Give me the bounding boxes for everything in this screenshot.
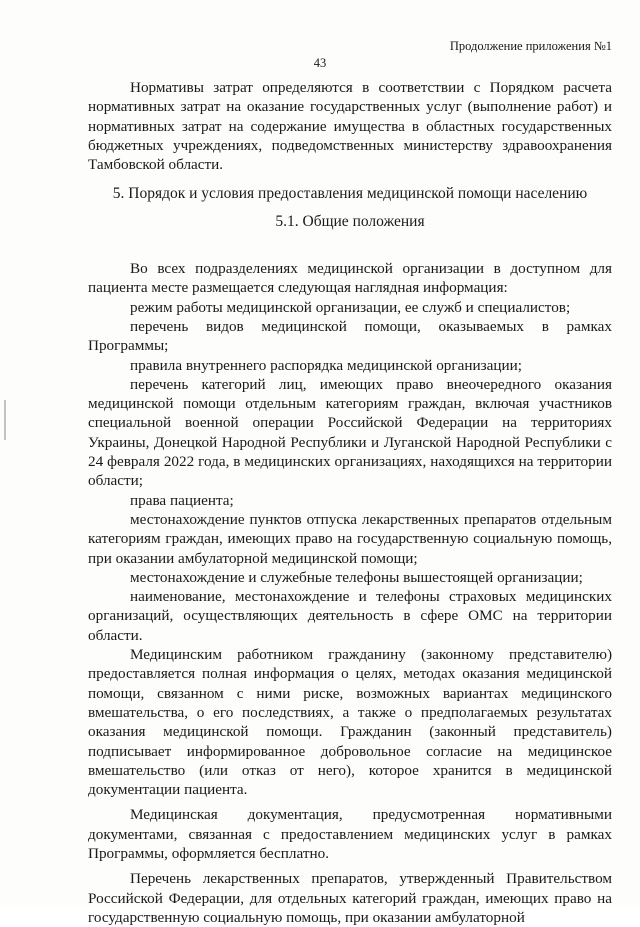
list-item: права пациента;	[130, 491, 234, 509]
list-item: перечень категорий лиц, имеющих право внеочередного оказания медицинской помощи отдельным категориям граждан, включая участников специальной военной операции Российской Федерации на территориях Украины, Донецкой Народной Республики и Луганской Народной Республики с 24 февраля 2022 года, в медицинских организациях, находящихся на территории области;	[88, 375, 612, 490]
section-title: 5. Порядок и условия предоставления медицинской помощи населению	[112, 185, 588, 203]
paragraph-documentation: Медицинская документация, предусмотренная нормативными документами, связанная с предоставлением медицинских услуг в рамках Программы, оформляется бесплатно.	[88, 806, 612, 862]
list-item: перечень видов медицинской помощи, оказываемых в рамках Программы;	[88, 317, 612, 355]
list-item: режим работы медицинской организации, ее служб и специалистов;	[130, 298, 571, 316]
document-body	[88, 78, 612, 927]
list-item: местонахождение и служебные телефоны вышестоящей организации;	[130, 568, 583, 586]
list-item: правила внутреннего распорядка медицинской организации;	[130, 356, 522, 374]
paragraph-info-intro: Во всех подразделениях медицинской организации в доступном для пациента месте размещается следующая наглядная информация:	[88, 260, 612, 297]
paragraph-informed-consent: Медицинским работником гражданину (законному представителю) предоставляется полная информация о целях, методах оказания медицинской помощи, связанном с ними риске, возможных вариантах медицинского вмешательства, о его последствиях, а также о предполагаемых результатах оказания медицинской помощи. Гражданин (законный представитель) подписывает информированное добровольное согласие на медицинское вмешательство (или отказ от него), которое хранится в медицинской документации пациента.	[88, 646, 612, 799]
page-number: 43	[313, 56, 327, 70]
list-item: местонахождение пунктов отпуска лекарственных препаратов отдельным категориям граждан, имеющих право на государственную социальную помощь, при оказании амбулаторной медицинской помощи;	[88, 510, 612, 567]
appendix-label: Продолжение приложения №1	[449, 39, 612, 53]
scan-edge-mark	[4, 400, 6, 440]
paragraph-norms: Нормативы затрат определяются в соответствии с Порядком расчета нормативных затрат на оказание государственных услуг (выполнение работ) и нормативных затрат на содержание имущества в областных государственных бюджетных учреждениях, подведомственных министерству здравоохранения Тамбовской области.	[88, 79, 612, 174]
list-item: наименование, местонахождение и телефоны страховых медицинских организаций, осуществляющих деятельность в сфере ОМС на территории области.	[88, 588, 612, 644]
paragraph-medications: Перечень лекарственных препаратов, утвержденный Правительством Российской Федерации, для отдельных категорий граждан, имеющих право на государственную социальную помощь, при оказании амбулаторной	[88, 870, 612, 926]
subsection-title: 5.1. Общие положения	[275, 212, 425, 230]
